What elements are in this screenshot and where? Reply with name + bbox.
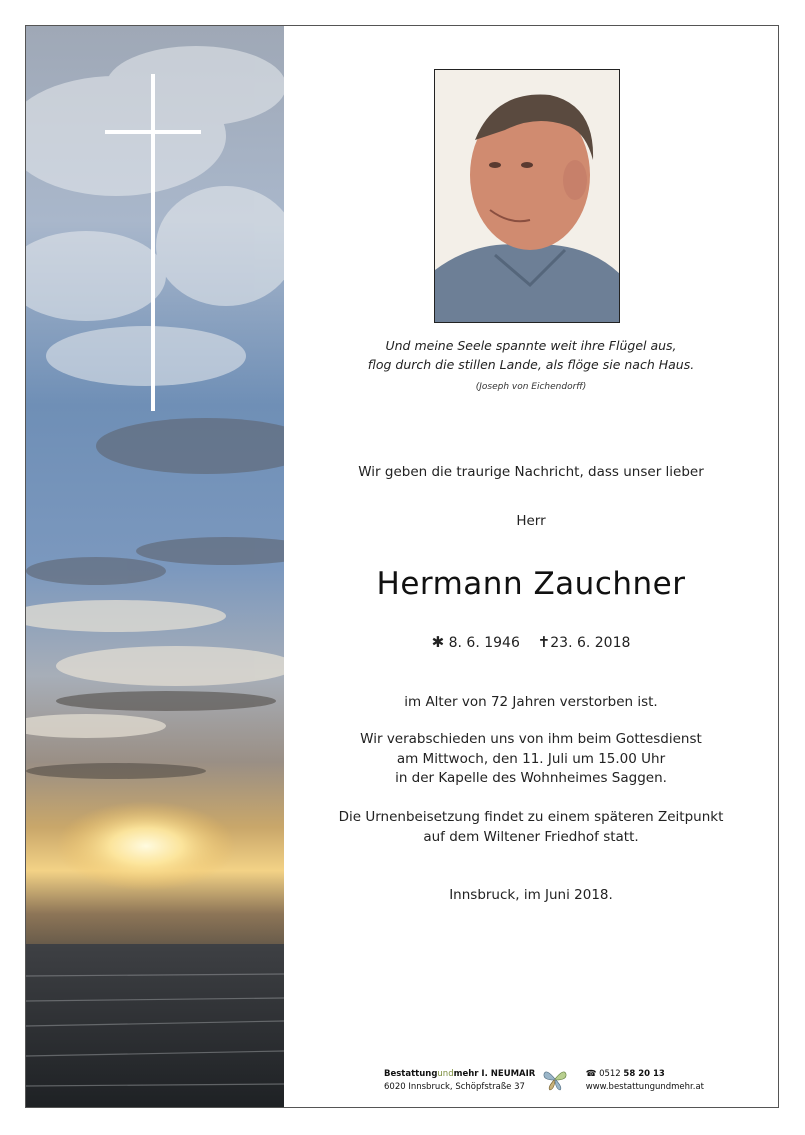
funeral-home-info	[384, 1068, 535, 1094]
person-portrait-picture	[435, 70, 620, 323]
burial-line: Die Urnenbeisetzung findet zu einem späteren Zeitpunkt	[338, 809, 724, 825]
service-line: Wir verabschieden uns von ihm beim Gottesdienst	[360, 731, 702, 747]
birth-date: 8. 6. 1946	[448, 635, 520, 651]
sidebar-image	[26, 26, 284, 1107]
sunset-sky-picture	[26, 26, 284, 1107]
funeral-home-brand: Bestattungundmehr I. NEUMAIR	[384, 1069, 536, 1079]
service-line: am Mittwoch, den 11. Juli um 15.00 Uhr	[396, 750, 666, 767]
deceased-name: Hermann Zauchner	[376, 566, 686, 602]
place-date: Innsbruck, im Juni 2018.	[449, 887, 613, 903]
announcement-intro: Wir geben die traurige Nachricht, dass unser lieber	[358, 464, 704, 480]
burial-line: auf dem Wiltener Friedhof statt.	[423, 828, 639, 845]
verse-quote	[284, 336, 778, 374]
portrait-photo	[434, 69, 620, 323]
obituary-card	[25, 25, 779, 1108]
funeral-home-contact	[586, 1068, 704, 1094]
death-cross-icon: ✝	[537, 633, 551, 651]
life-dates	[284, 633, 778, 651]
salutation: Herr	[516, 513, 546, 529]
verse-line: Und meine Seele spannte weit ihre Flügel aus,	[385, 338, 677, 353]
butterfly-icon	[542, 1066, 568, 1092]
phone-icon: ☎	[585, 1069, 597, 1079]
verse-attribution: (Joseph von Eichendorff)	[475, 382, 587, 392]
verse-line: flog durch die stillen Lande, als flöge sie nach Haus.	[367, 357, 695, 372]
age-line: im Alter von 72 Jahren verstorben ist.	[404, 694, 658, 710]
burial-details	[284, 808, 778, 847]
website-link[interactable]: www.bestattungundmehr.at	[585, 1082, 704, 1092]
service-line: in der Kapelle des Wohnheimes Saggen.	[395, 770, 667, 786]
funeral-home-footer	[384, 1066, 704, 1100]
birth-star-icon: ✱	[431, 633, 445, 651]
obituary-text	[284, 26, 778, 1107]
service-details	[284, 730, 778, 789]
death-date: 23. 6. 2018	[550, 635, 631, 651]
funeral-home-address: 6020 Innsbruck, Schöpfstraße 37	[384, 1082, 525, 1092]
phone-line: ☎ 0512 58 20 13	[585, 1069, 665, 1079]
